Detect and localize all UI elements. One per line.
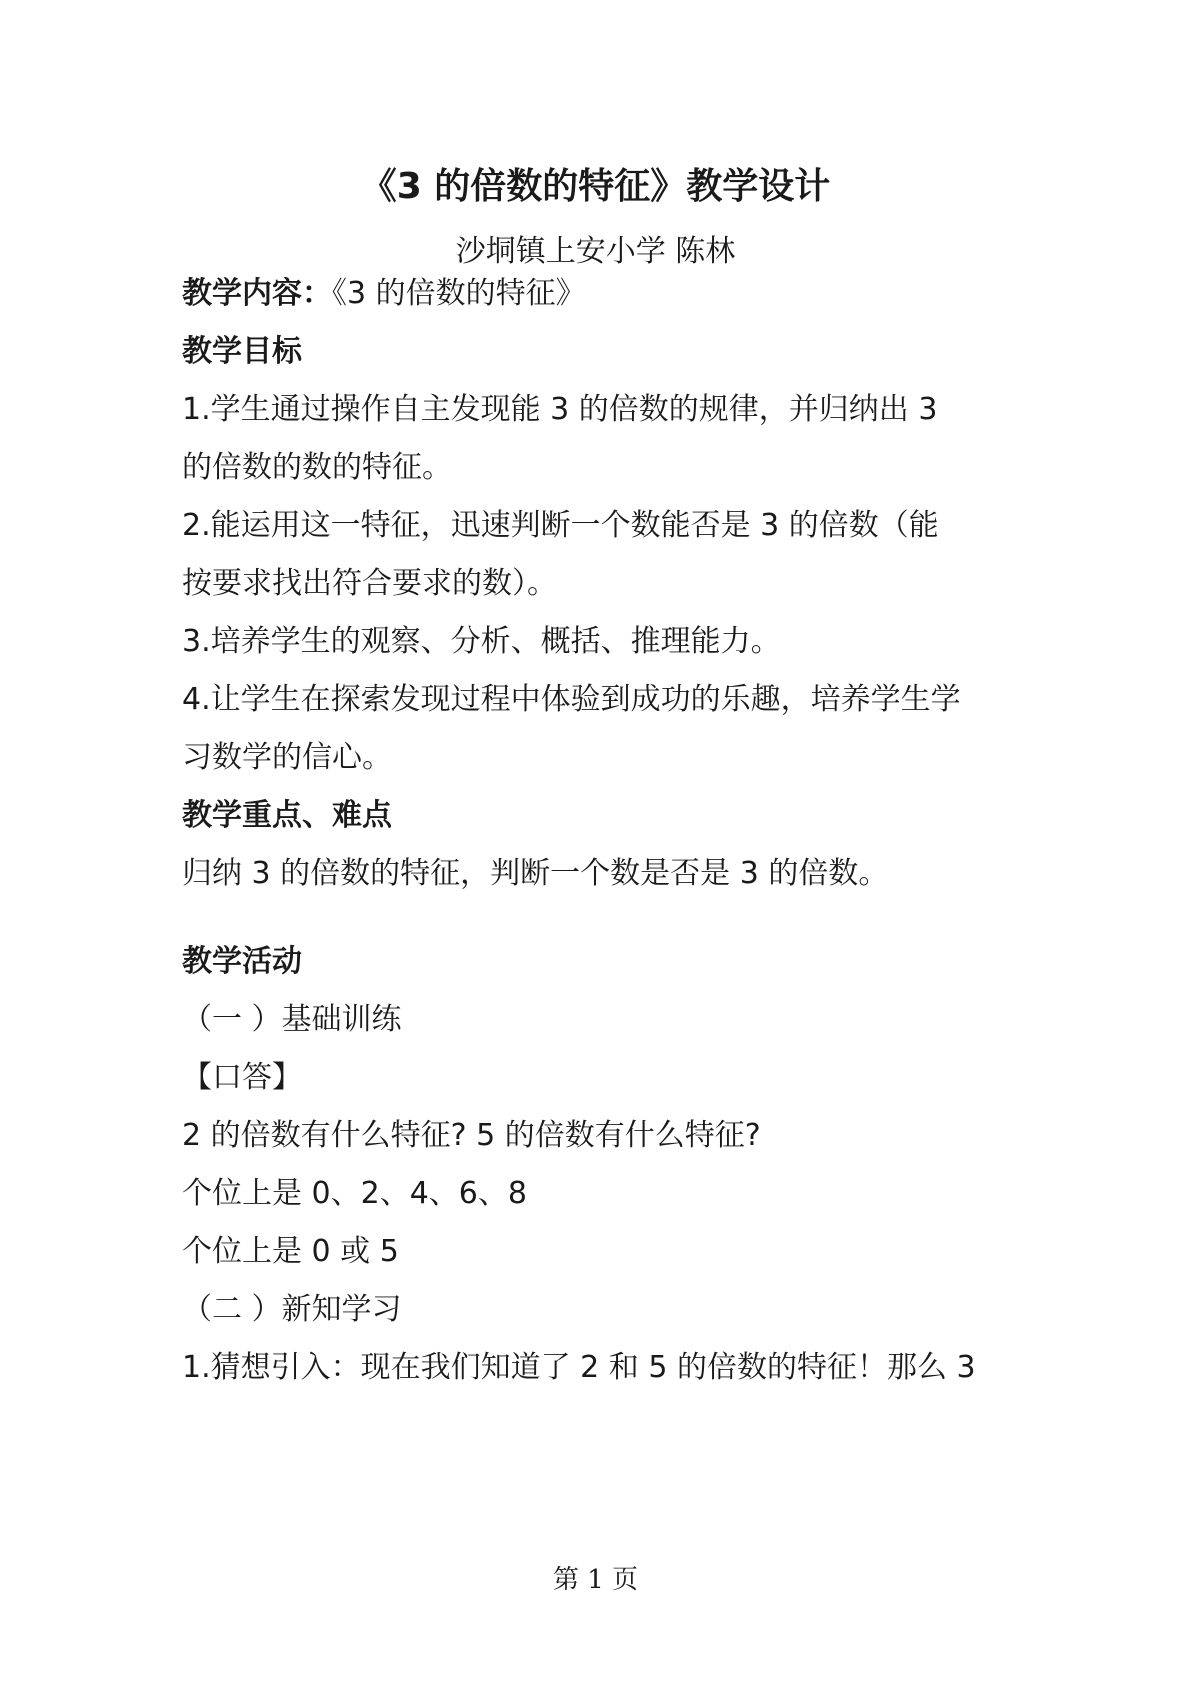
- answer-1: 个位上是 0、2、4、6、8: [182, 1176, 527, 1211]
- goals-heading: 教学目标: [182, 334, 302, 369]
- author-line: 沙垌镇上安小学 陈林: [455, 234, 736, 269]
- oral-answer-label: 【口答】: [182, 1060, 302, 1095]
- key-points-text: 归纳 3 的倍数的特征，判断一个数是否是 3 的倍数。: [182, 856, 889, 891]
- goal-4-line-2: 习数学的信心。: [182, 740, 392, 775]
- goal-1-line-2: 的倍数的数的特征。: [182, 450, 452, 485]
- activities-heading: 教学活动: [182, 944, 302, 979]
- goal-2-line-2: 按要求找出符合要求的数）。: [182, 566, 557, 601]
- page-number: 第 1 页: [552, 1565, 639, 1595]
- content-label: 教学内容：: [182, 276, 332, 311]
- content-line: [182, 272, 1042, 316]
- goal-2-line-1: 2.能运用这一特征，迅速判断一个数能否是 3 的倍数（能: [182, 508, 939, 543]
- content-value: 《3 的倍数的特征》: [332, 276, 586, 311]
- answer-2: 个位上是 0 或 5: [182, 1234, 399, 1269]
- question-1: 2 的倍数有什么特征? 5 的倍数有什么特征?: [182, 1118, 761, 1153]
- section-2-heading: （二 ）新知学习: [182, 1292, 402, 1327]
- intro-line: 1.猜想引入：现在我们知道了 2 和 5 的倍数的特征！那么 3: [182, 1350, 976, 1385]
- key-points-heading: 教学重点、难点: [182, 798, 392, 833]
- goal-1-line-1: 1.学生通过操作自主发现能 3 的倍数的规律，并归纳出 3: [182, 392, 938, 427]
- goal-3: 3.培养学生的观察、分析、概括、推理能力。: [182, 624, 781, 659]
- document-title: 《3 的倍数的特征》教学设计: [360, 166, 831, 207]
- goal-4-line-1: 4.让学生在探索发现过程中体验到成功的乐趣，培养学生学: [182, 682, 961, 717]
- section-1-heading: （一 ）基础训练: [182, 1002, 402, 1037]
